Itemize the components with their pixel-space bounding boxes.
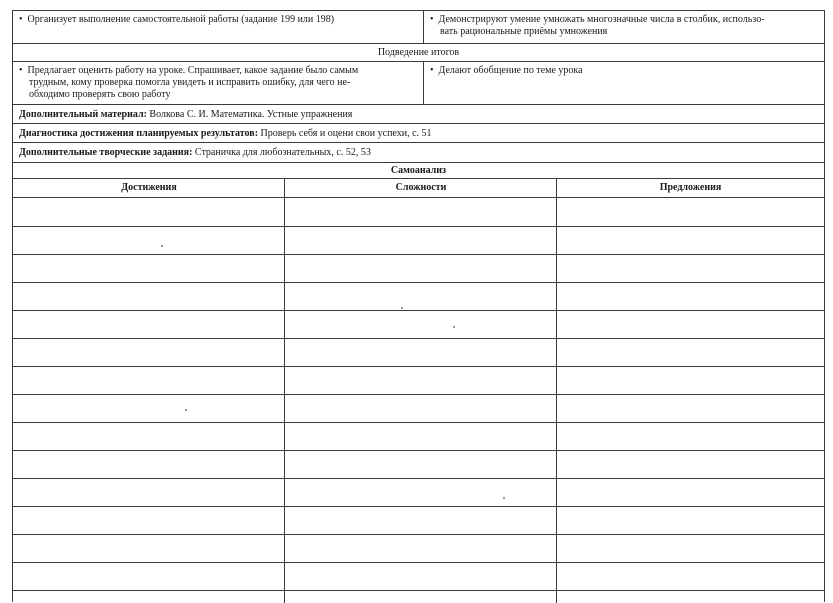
summary-student-cell: [424, 62, 824, 104]
diagnostics-value: Проверь себя и оцени свои успехи, с. 51: [258, 128, 432, 139]
self-analysis-title-row: [13, 163, 824, 179]
summary-student-text: Делают обобщение по теме урока: [438, 65, 583, 76]
column-header-difficulties: Сложности: [395, 182, 447, 193]
activity-row: [13, 11, 824, 44]
summary-teacher-line1: Предлагает оценить работу на уроке. Спрашивает, какое задание было самым: [27, 65, 359, 76]
creative-tasks-row: [13, 143, 824, 163]
summary-row: [13, 62, 824, 105]
additional-material-value: Волкова С. И. Математика. Устные упражнения: [146, 109, 353, 120]
summary-teacher-line2: трудным, кому проверка помогла увидеть и исправить ошибку, для чего не-: [29, 77, 351, 88]
summary-header-row: [13, 44, 824, 62]
summary-header: Подведение итогов: [377, 47, 460, 58]
additional-material-label: Дополнительный материал:: [19, 109, 147, 120]
diagnostics-label: Диагностика достижения планируемых результатов:: [19, 128, 259, 139]
self-analysis-title: Самоанализ: [390, 165, 447, 176]
student-activity-line1: Демонстрируют умение умножать многозначные числа в столбик, использо-: [438, 14, 765, 25]
summary-teacher-line3: обходимо проверять свою работу: [29, 89, 171, 100]
summary-teacher-cell: [13, 62, 423, 104]
lesson-table: [12, 10, 825, 602]
student-activity-cell: [424, 11, 824, 43]
diagnostics-row: [13, 124, 824, 143]
column-header-achievements: Достижения: [121, 182, 177, 193]
student-activity-line2: вать рациональные приёмы умножения: [440, 26, 608, 37]
teacher-activity-text: Организует выполнение самостоятельной работы (задание 199 или 198): [27, 14, 335, 25]
teacher-activity-cell: [13, 11, 423, 43]
additional-material-row: [13, 105, 824, 124]
column-header-suggestions: Предложения: [659, 182, 722, 193]
creative-tasks-value: Страничка для любознательных, с. 52, 53: [192, 147, 371, 158]
self-analysis-grid: [13, 179, 824, 603]
creative-tasks-label: Дополнительные творческие задания:: [19, 147, 193, 158]
